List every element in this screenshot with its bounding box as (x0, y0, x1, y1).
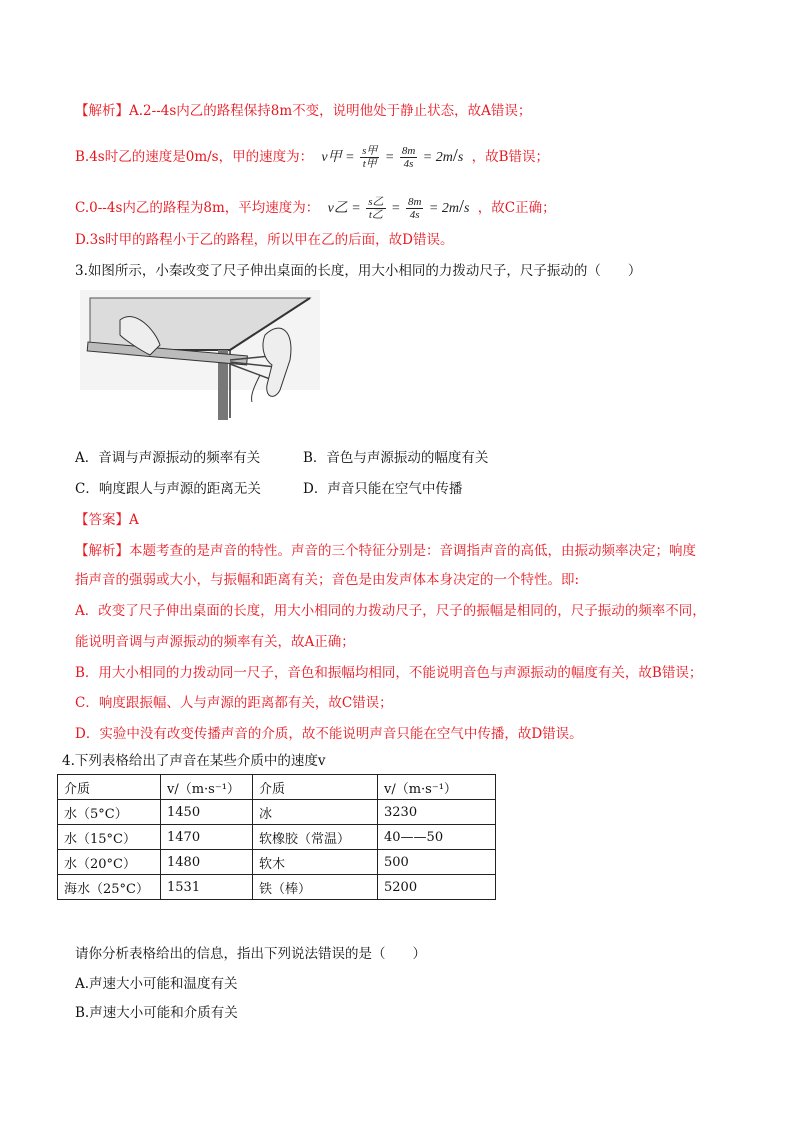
q3-option-a: A．音调与声源振动的频率有关 (75, 450, 261, 466)
formula-c: v乙 = $\frac{\text{s乙}}{\text{t乙}}$ = $\frac{8m}{4s}$ = 2m/s (327, 196, 470, 222)
table-cell: 1531 (161, 875, 253, 900)
q4-option-a: A.声速大小可能和温度有关 (75, 976, 238, 992)
table-cell: 海水（25°C） (58, 875, 161, 900)
table-cell: 软橡胶（常温） (253, 825, 378, 850)
table-row (58, 875, 496, 900)
q3-analysis-b: B．用大小相同的力拨动同一尺子，音色和振幅均相同，不能说明音色与声源振动的幅度有关，故B错误； (75, 665, 703, 681)
speed-table (57, 774, 496, 900)
formula-b: v甲 = $\frac{\text{s甲}}{\text{t甲}}$ = $\frac{8m}{4s}$ = 2m/s (321, 145, 464, 171)
table-row (58, 825, 496, 850)
table-header: 介质 (253, 775, 378, 800)
analysis-q2-a: 【解析】A.2--4s内乙的路程保持8m不变，说明他处于静止状态，故A错误； (75, 103, 532, 119)
table-cell: 软木 (253, 850, 378, 875)
table-cell: 3230 (378, 800, 496, 825)
table-cell: 1470 (161, 825, 253, 850)
q3-answer: 【答案】A (75, 512, 139, 528)
q3-option-d: D．声音只能在空气中传播 (303, 481, 463, 497)
analysis-q2-c: C.0--4s内乙的路程为8m，平均速度为： v乙 = $\frac{\text{s乙}}{\text{t乙}}$ = $\frac{8m}{4s}$ = 2m/s ，故C正确； (75, 196, 556, 222)
q3-analysis-a2: 能说明音调与声源振动的频率有关，故A正确； (75, 634, 355, 650)
table-cell: 1450 (161, 800, 253, 825)
table-cell: 500 (378, 850, 496, 875)
table-cell: 水（15°C） (58, 825, 161, 850)
q4-stem: 4.下列表格给出了声音在某些介质中的速度v (62, 753, 326, 769)
q3-option-c: C．响度跟人与声源的距离无关 (75, 481, 261, 497)
analysis-q2-b: B.4s时乙的速度是0m/s，甲的速度为： v甲 = $\frac{\text{s甲}}{\text{t甲}}$ = $\frac{8m}{4s}$ = 2m/s ，故B错误； (75, 145, 550, 171)
table-cell: 1480 (161, 850, 253, 875)
q4-question: 请你分析表格给出的信息，指出下列说法错误的是（ ） (75, 946, 426, 962)
table-header: v/（m·s⁻¹） (378, 775, 496, 800)
q3-analysis-2: 指声音的强弱或大小，与振幅和距离有关；音色是由发声体本身决定的一个特性。即: (75, 572, 580, 588)
q3-stem: 3.如图所示，小秦改变了尺子伸出桌面的长度，用大小相同的力拨动尺子，尺子振动的（ ） (75, 263, 642, 279)
table-cell: 40——50 (378, 825, 496, 850)
table-cell: 水（20°C） (58, 850, 161, 875)
table-header: 介质 (58, 775, 161, 800)
ruler-table-illustration (80, 290, 320, 420)
analysis-q2-d: D.3s时甲的路程小于乙的路程，所以甲在乙的后面，故D错误。 (75, 232, 454, 248)
table-row (58, 850, 496, 875)
table-header: v/（m·s⁻¹） (161, 775, 253, 800)
table-cell: 冰 (253, 800, 378, 825)
q4-option-b: B.声速大小可能和介质有关 (75, 1005, 238, 1021)
table-header-row (58, 775, 496, 800)
q3-option-b: B．音色与声源振动的幅度有关 (303, 450, 489, 466)
table-cell: 5200 (378, 875, 496, 900)
table-cell: 水（5°C） (58, 800, 161, 825)
table-row (58, 800, 496, 825)
q3-analysis-d: D．实验中没有改变传播声音的介质，故不能说明声音只能在空气中传播，故D错误。 (75, 726, 583, 742)
table-cell: 铁（棒） (253, 875, 378, 900)
q3-analysis-1: 【解析】本题考查的是声音的特性。声音的三个特征分别是：音调指声音的高低，由振动频率决定；响度 (75, 543, 696, 559)
q3-analysis-a1: A．改变了尺子伸出桌面的长度，用大小相同的力拨动尺子，尺子的振幅是相同的，尺子振动的频率不同， (75, 603, 706, 619)
q3-analysis-c: C．响度跟振幅、人与声源的距离都有关，故C错误； (75, 695, 393, 711)
